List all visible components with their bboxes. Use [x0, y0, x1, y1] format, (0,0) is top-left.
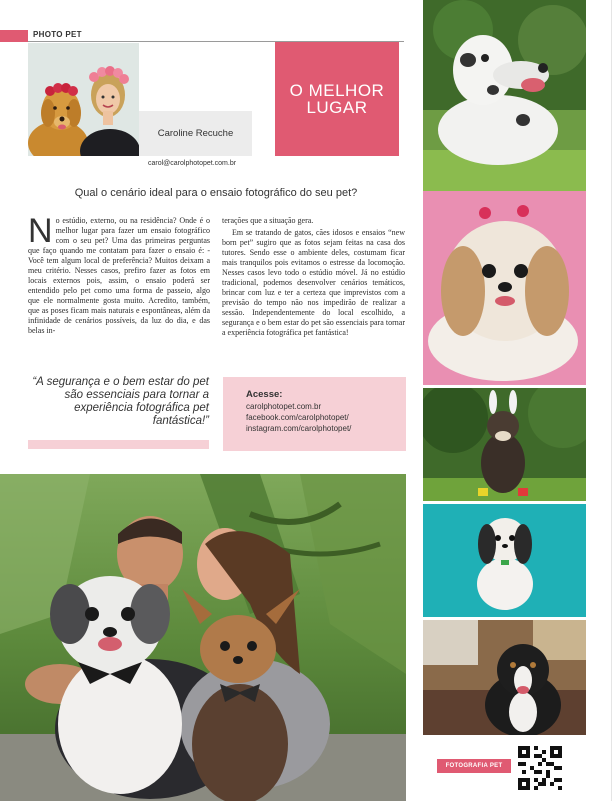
article-title — [275, 42, 399, 156]
sidebar-photo-shih-tzu-teal — [423, 504, 586, 617]
title-line-1: O MELHOR — [289, 81, 385, 100]
main-photo — [0, 474, 406, 801]
contact-title: Acesse: — [246, 389, 283, 400]
contact-link-instagram[interactable]: instagram.com/carolphotopet/ — [246, 424, 352, 433]
article-column-1 — [28, 212, 210, 364]
qr-code-graphic — [518, 746, 562, 790]
footer-section-label: FOTOGRAFIA PET — [437, 759, 511, 773]
author-photo — [28, 43, 139, 156]
pull-quote-bar — [28, 440, 209, 449]
shih-tzu-teal-illustration — [423, 504, 586, 617]
qr-code-icon[interactable] — [518, 746, 562, 790]
sidebar-photo-shih-tzu-pink — [423, 191, 586, 385]
article-column-2 — [222, 216, 405, 364]
contact-box — [223, 377, 406, 451]
sidebar-photo-great-dane — [423, 0, 586, 191]
drop-cap: N — [28, 212, 53, 250]
sidebar-photo-bunny-ears-dog — [423, 388, 586, 501]
paragraph: o estúdio, externo, ou na residência? Onde é o melhor lugar para fazer um ensaio fotográfico com o seu pet? Uma das primeiras perguntas que faço quando me contatam para fazer o ensaio é: - Você tem algum local de preferência? Muitos deixam a meu critério. Nesses casos, prefiro fazer as fotos em locais externos pois, assim, o ensaio poderá ser entendido pelo pet como uma forma de passeio, algo que ele normalmente gosta muito. Acredito, também, que as poses ficam mais naturais e espontâneas, além da infinidade de cenários possíveis, da luz do dia, e das belas in- — [28, 216, 210, 335]
bunny-ears-dog-illustration — [423, 388, 586, 501]
pull-quote: “A segurança e o bem estar do pet são essenciais para tornar a experiência fotográfica pet fantástica!” — [32, 376, 209, 427]
author-email[interactable]: carol@carolphotopet.com.br — [148, 160, 237, 167]
title-line-2: LUGAR — [306, 98, 368, 117]
author-photo-illustration — [28, 43, 139, 156]
section-tag-bar — [0, 30, 28, 42]
sidebar-photo-bernese — [423, 620, 586, 735]
shih-tzu-pink-illustration — [423, 191, 586, 385]
couple-with-dogs-illustration — [0, 474, 406, 801]
paragraph: Em se tratando de gatos, cães idosos e ensaios “new born pet” sugiro que as fotos sejam feitas na casa dos tutores. Sendo esse o ambiente deles, costumam ficar mais tranquilos pois evitamos o estresse da locomoção. Nesses casos levo todo o estúdio móvel. Já no estúdio tradicional, podemos desenvolver cenários temáticos, brincar com luz e ter a certeza que imprevistos com a previsão do tempo não nos impedirão de realizar a sessão. Independentemente do local escolhido, a segurança e o bem estar do pet são essenciais para tornar a experiência fotográfica pet fantástica! — [222, 228, 405, 337]
paragraph: terações que a situação gera. — [222, 216, 314, 225]
contact-link-website[interactable]: carolphotopet.com.br — [246, 402, 322, 411]
bernese-dog-illustration — [423, 620, 586, 735]
section-label: PHOTO PET — [33, 30, 82, 39]
great-dane-illustration — [423, 0, 586, 191]
author-name: Caroline Recuche — [139, 111, 252, 156]
contact-link-facebook[interactable]: facebook.com/carolphotopet/ — [246, 413, 349, 422]
article-subtitle: Qual o cenário ideal para o ensaio fotográfico do seu pet? — [74, 187, 358, 199]
